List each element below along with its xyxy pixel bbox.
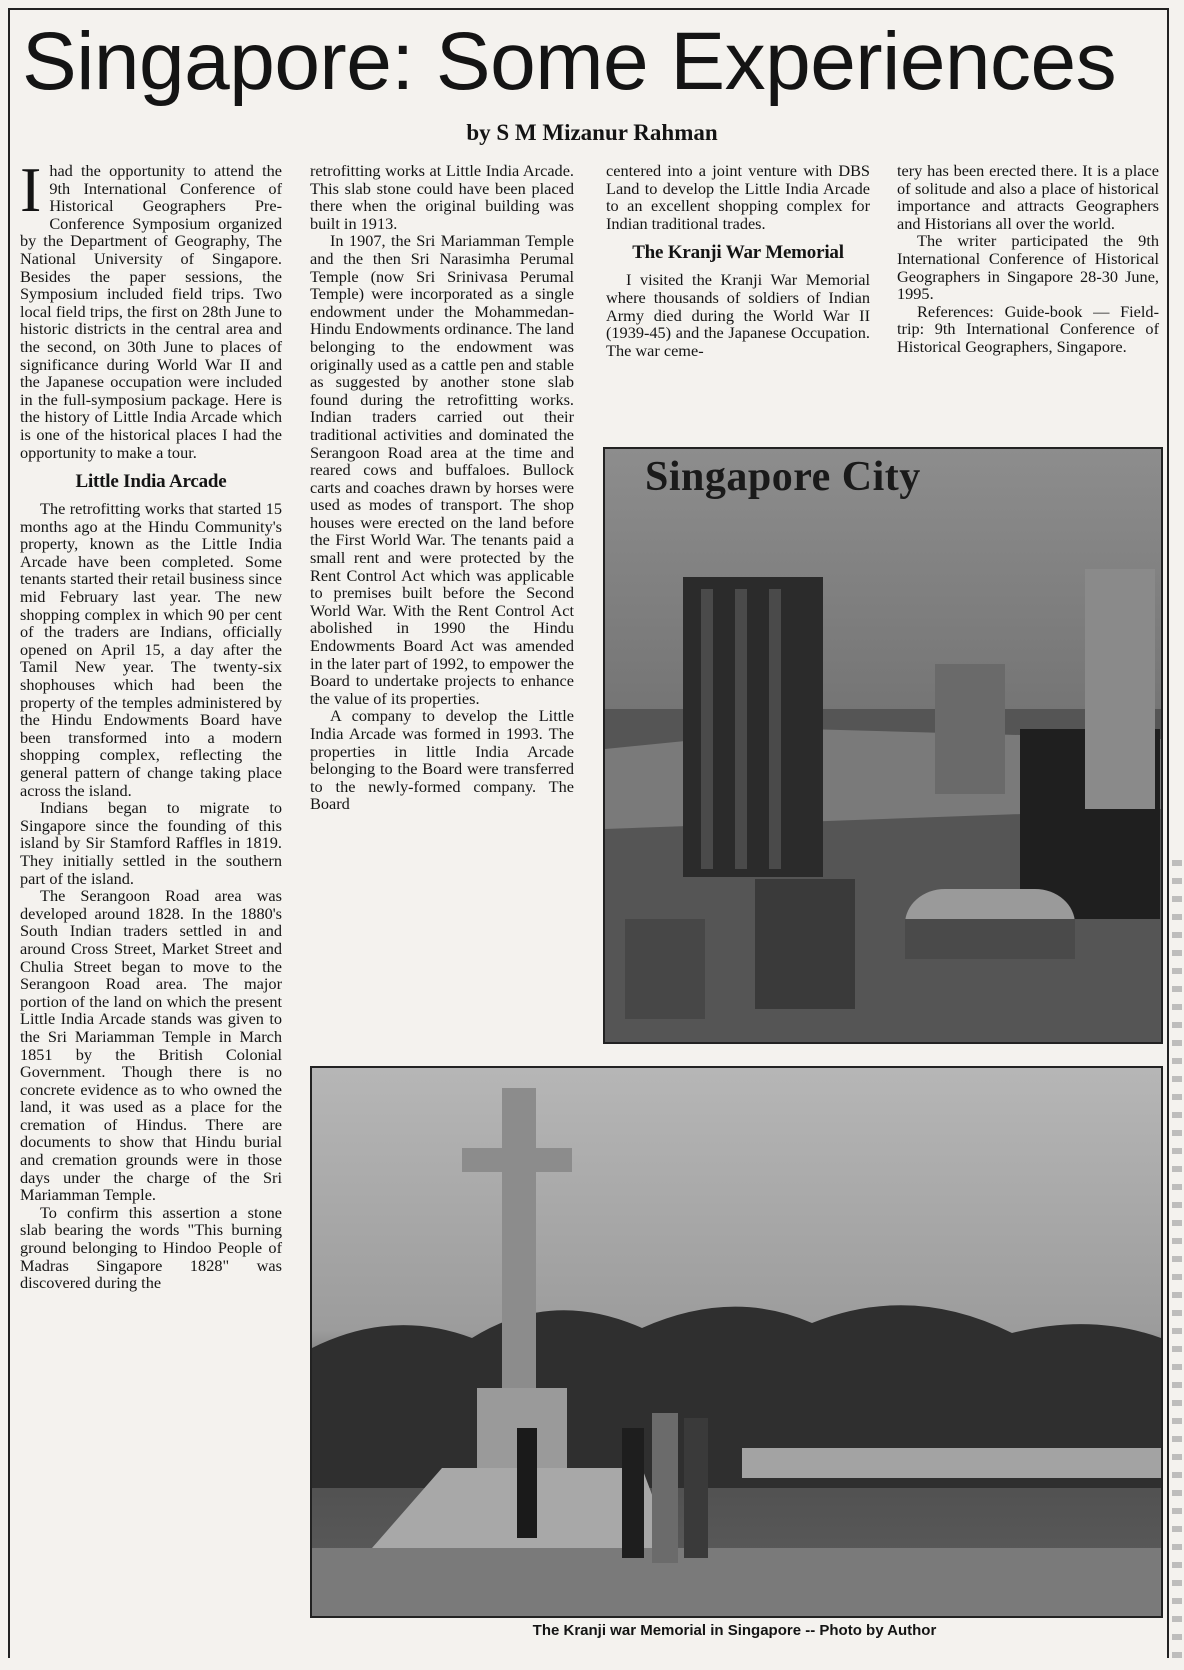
paragraph: tery has been erected there. It is a place of solitude and also a place of historical importance and attracts Geographers and Historians all over the world.	[897, 161, 1159, 233]
paragraph: A company to develop the Little India Arcade was formed in 1993. The properties in little India Arcade belonging to the Board were transferred to the newly-formed company. The Board	[310, 706, 574, 814]
article-column-4	[897, 162, 1159, 356]
paragraph: retrofitting works at Little India Arcade. This slab stone could have been placed there when the original building was built in 1913.	[310, 161, 574, 233]
left-rule	[8, 8, 10, 1658]
article-byline: by S M Mizanur Rahman	[466, 120, 718, 145]
memorial-illustration	[312, 1068, 1161, 1616]
kranji-memorial-photo	[310, 1066, 1163, 1618]
subhead-little-india: Little India Arcade	[75, 471, 227, 493]
paragraph: Indians began to migrate to Singapore since the founding of this island by Sir Stamford Raffles in 1819. They initially settled in the southern part of the island.	[20, 798, 282, 888]
paragraph: In 1907, the Sri Mariamman Temple and the then Sri Narasimha Perumal Temple (now Sri Srinivasa Perumal Temple) were incorporated as a single endowment under the Mohammedan-Hindu Endowments ordinance. The land belonging to the endowment was originally used as a cattle pen and stable as suggested by another stone slab found during the retrofitting works. Indian traders carried out their traditional activities and dominated the Serangoon Road area at the time and reared cows and buffaloes. Bullock carts and coaches drawn by horses were used as modes of transport. The shop houses were erected on the land before the First World War. The tenants paid a small rent and were protected by the Rent Control Act which was applicable to premises built before the Second World War. With the Rent Control Act abolished in 1990 the Hindu Endowments Board Act was amended in the later part of 1992, to empower the Board to undertake projects to enhance the value of its properties.	[310, 231, 574, 708]
adjacent-article-edge	[1172, 860, 1182, 1660]
photo-label: Singapore City	[645, 454, 921, 500]
paragraph: I visited the Kranji War Memorial where thousands of soldiers of Indian Army died during the World War II (1939-45) and the Japanese Occupation. The war ceme-	[606, 270, 870, 360]
drop-cap: I	[20, 154, 42, 225]
article-headline: Singapore: Some Experiences	[22, 16, 1117, 107]
article-column-2	[310, 162, 574, 813]
top-rule	[8, 8, 1168, 10]
city-skyline-illustration	[605, 449, 1161, 1042]
article-column-3	[606, 162, 870, 359]
paragraph: The writer participated the 9th International Conference of Historical Geographers in Singapore 28-30 June, 1995.	[897, 231, 1159, 304]
paragraph: centered into a joint venture with DBS Land to develop the Little India Arcade to an excellent shopping complex for Indian traditional trades.	[606, 161, 870, 233]
intro-text: had the opportunity to attend the 9th International Conference of Historical Geographers Pre-Conference Symposium organized by the Department of Geography, The National University of Singapore. Besides the paper sessions, the Symposium included field trips. Two local field trips, the first on 28th June to historic districts in the central area and the second, on 30th June to places of significance during World War II and the Japanese occupation were included in the full-symposium package. Here is the history of Little India Arcade which is one of the historical places I had the opportunity to make a tour.	[20, 161, 282, 462]
photo-caption: The Kranji war Memorial in Singapore -- Photo by Author	[532, 1622, 937, 1639]
paragraph: The retrofitting works that started 15 months ago at the Hindu Community's property, known as the Little India Arcade have been completed. Some tenants started their retail business since mid February last year. The new shopping complex in which 90 per cent of the traders are Indians, officially opened on April 15, a day after the Tamil New year. The twenty-six shophouses which had been the property of the temples administered by the Hindu Endowments Board have been transformed into a modern shopping complex, reflecting the general pattern of change taking place across the island.	[20, 499, 282, 800]
right-rule	[1167, 8, 1169, 1658]
singapore-city-photo	[603, 447, 1163, 1044]
references: References: Guide-book — Field-trip: 9th International Conference of Historical Geographers, Singapore.	[897, 301, 1159, 356]
paragraph: To confirm this assertion a stone slab bearing the words "This burning ground belonging to Hindoo People of Madras Singapore 1828" was discovered during the	[20, 1202, 282, 1293]
paragraph: The Serangoon Road area was developed around 1828. In the 1880's South Indian traders settled in and around Cross Street, Market Street and Chulia Street began to move to the Serangoon Road area. The major portion of the land on which the present Little India Arcade stands was given to the Sri Mariamman Temple in March 1851 by the British Colonial Government. Though there is no concrete evidence as to who owned the land, it was used as a place for the cremation of Hindus. There are documents to show that Hindu burial and cremation grounds were in those days under the charge of the Sri Mariamman Temple.	[20, 886, 282, 1205]
article-column-1	[20, 154, 282, 1293]
intro-paragraph	[20, 154, 282, 462]
subhead-kranji: The Kranji War Memorial	[632, 242, 844, 264]
